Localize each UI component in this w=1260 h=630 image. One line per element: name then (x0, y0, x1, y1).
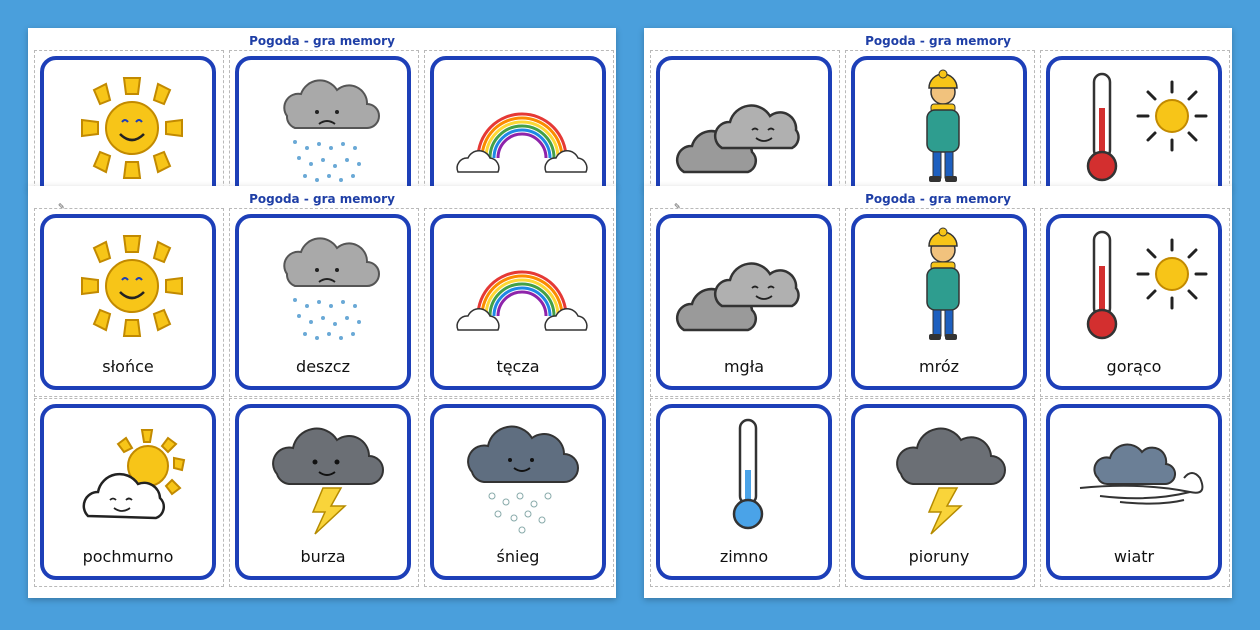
frost-icon (865, 226, 1021, 346)
memory-card[interactable] (40, 56, 216, 188)
sheet-title: Pogoda - gra memory (249, 34, 395, 48)
card-label: deszcz (296, 357, 350, 376)
back-sheet-right (644, 28, 1232, 188)
card-label: burza (300, 547, 346, 566)
memory-card-rain[interactable] (235, 214, 411, 390)
frost-icon (865, 68, 1021, 188)
memory-card[interactable] (1046, 56, 1222, 188)
memory-card-frost[interactable] (851, 214, 1027, 390)
memory-card-rainbow[interactable] (430, 214, 606, 390)
memory-card-hot[interactable] (1046, 214, 1222, 390)
sun-icon (54, 68, 210, 188)
memory-card-fog[interactable] (656, 214, 832, 390)
sun-icon (54, 226, 210, 346)
fog-icon (670, 226, 826, 346)
memory-card-storm[interactable] (235, 404, 411, 580)
card-label: mróz (919, 357, 959, 376)
sheet-title: Pogoda - gra memory (249, 192, 395, 206)
sheet-title: Pogoda - gra memory (865, 34, 1011, 48)
memory-card[interactable] (851, 56, 1027, 188)
hot-icon (1060, 68, 1216, 188)
cloudy-icon (54, 416, 210, 536)
fog-icon (670, 68, 826, 188)
card-label: pochmurno (82, 547, 174, 566)
rain-cloud-icon (249, 226, 405, 346)
memory-card[interactable] (430, 56, 606, 188)
sheet-logo-mark: ✎ (58, 202, 65, 211)
storm-icon (249, 416, 405, 536)
memory-card-wind[interactable] (1046, 404, 1222, 580)
hot-icon (1060, 226, 1216, 346)
back-sheet-left (28, 28, 616, 188)
card-label: śnieg (496, 547, 540, 566)
wind-icon (1060, 416, 1216, 536)
memory-card-cloudy[interactable] (40, 404, 216, 580)
card-label: mgła (723, 357, 765, 376)
card-label: słońce (102, 357, 154, 376)
memory-card-sun[interactable] (40, 214, 216, 390)
card-label: tęcza (496, 357, 540, 376)
sheet-title: Pogoda - gra memory (865, 192, 1011, 206)
lightning-icon (865, 416, 1021, 536)
memory-card[interactable] (235, 56, 411, 188)
card-label: wiatr (1113, 547, 1155, 566)
memory-card-cold[interactable] (656, 404, 832, 580)
memory-card[interactable] (656, 56, 832, 188)
front-sheet-right (644, 186, 1232, 598)
rainbow-icon (444, 226, 600, 346)
memory-card-lightning[interactable] (851, 404, 1027, 580)
memory-card-snow[interactable] (430, 404, 606, 580)
rain-cloud-icon (249, 68, 405, 188)
rainbow-icon (444, 68, 600, 188)
card-label: gorąco (1106, 357, 1162, 376)
front-sheet-left (28, 186, 616, 598)
card-label: zimno (719, 547, 769, 566)
sheet-logo-mark: ✎ (674, 202, 681, 211)
cold-thermometer-icon (670, 416, 826, 536)
card-label: pioruny (908, 547, 970, 566)
snow-icon (444, 416, 600, 536)
